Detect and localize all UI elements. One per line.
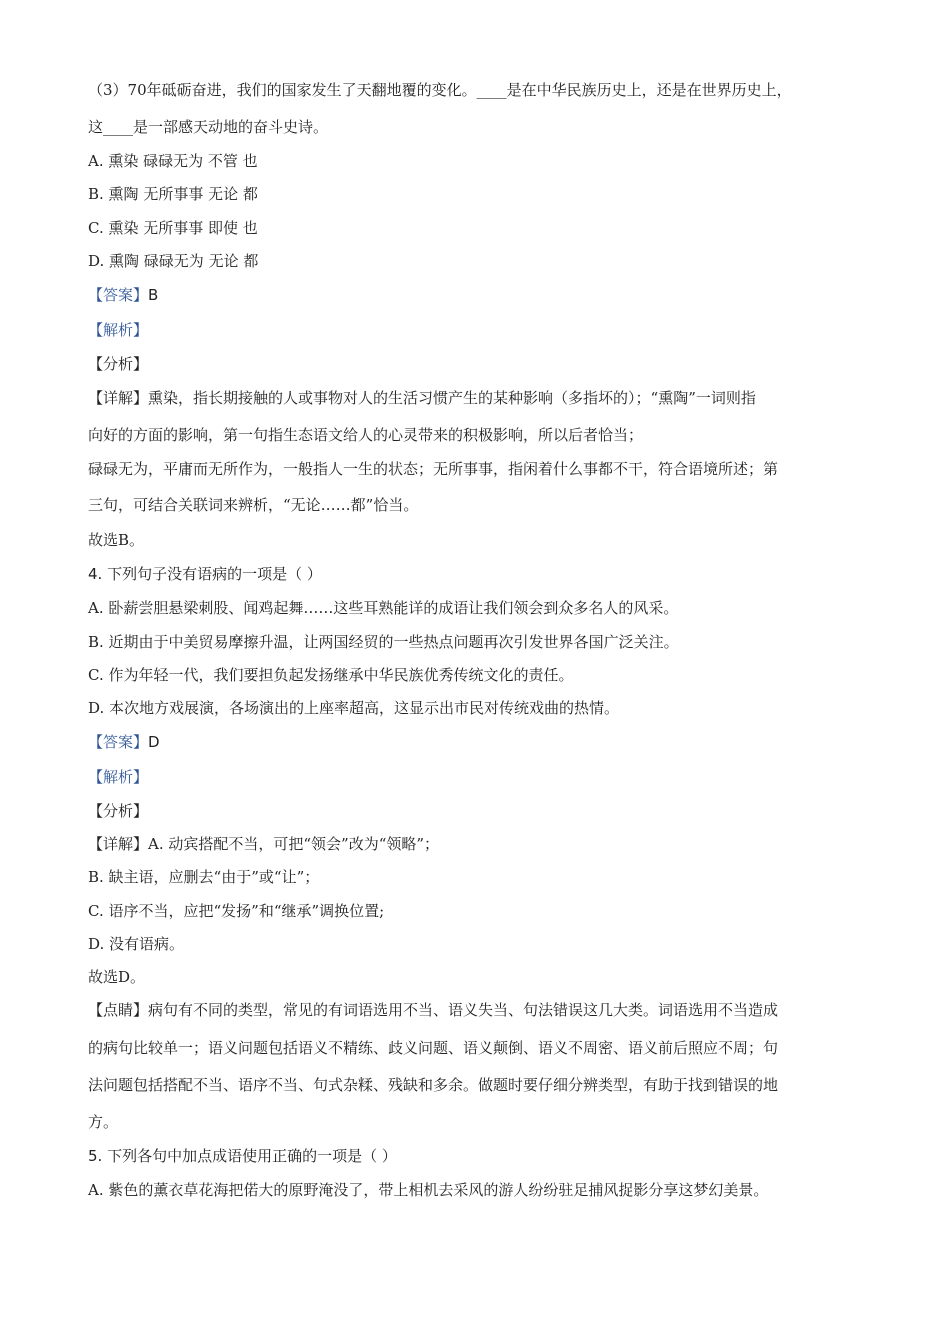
q3-detail-line2: 向好的方面的影响，第一句指生态语文给人的心灵带来的积极影响，所以后者恰当； <box>88 426 644 444</box>
q4-dianjing-line3: 法问题包括搭配不当、语序不当、句式杂糅、残缺和多余。做题时要仔细分辨类型，有助于找到错误的地 <box>88 1076 779 1094</box>
q3-analysis-tag: 【解析】 <box>88 321 149 339</box>
detail-text: A. 动宾搭配不当，可把“领会”改为“领略”； <box>148 835 440 853</box>
q3-stem-line2: 这____是一部感天动地的奋斗史诗。 <box>88 118 329 136</box>
q4-dianjing-line1 <box>88 1000 778 1020</box>
answer-value: D <box>148 733 160 751</box>
q4-detail-line4: D. 没有语病。 <box>88 935 185 953</box>
answer-tag: 【答案】 <box>88 286 149 304</box>
q3-detail-line3: 碌碌无为，平庸而无所作为，一般指人一生的状态；无所事事，指闲着什么事都不干，符合语境所述；第 <box>88 460 779 478</box>
q4-option-c: C. 作为年轻一代，我们要担负起发扬继承中华民族优秀传统文化的责任。 <box>88 666 574 684</box>
detail-tag: 【详解】 <box>88 835 149 853</box>
detail-tag: 【详解】 <box>88 389 149 407</box>
answer-value: B <box>148 286 159 304</box>
q4-detail-line1 <box>88 834 439 854</box>
q4-option-d: D. 本次地方戏展演，各场演出的上座率超高，这显示出市民对传统戏曲的热情。 <box>88 699 620 717</box>
q3-answer <box>88 285 158 305</box>
q3-option-b: B. 熏陶 无所事事 无论 都 <box>88 185 258 203</box>
q3-stem-line1: （3）70年砥砺奋进，我们的国家发生了天翻地覆的变化。____是在中华民族历史上，还是在世界历史上， <box>88 81 792 99</box>
q3-detail-line1 <box>88 388 756 408</box>
q4-analysis-tag: 【解析】 <box>88 768 149 786</box>
q4-dianjing-line2: 的病句比较单一；语义问题包括语义不精练、歧义问题、语义颠倒、语义不周密、语义前后照应不周；句 <box>88 1039 779 1057</box>
q3-fenxi-tag: 【分析】 <box>88 355 149 373</box>
q3-conclusion: 故选B。 <box>88 531 145 549</box>
q3-option-c: C. 熏染 无所事事 即使 也 <box>88 219 258 237</box>
q5-title: 5. 下列各句中加点成语使用正确的一项是（ ） <box>88 1147 397 1165</box>
q5-option-a: A. 紫色的薰衣草花海把偌大的原野淹没了，带上相机去采风的游人纷纷驻足捕风捉影分享这梦幻美景。 <box>88 1181 769 1199</box>
q4-fenxi-tag: 【分析】 <box>88 802 149 820</box>
answer-tag: 【答案】 <box>88 733 149 751</box>
q4-conclusion: 故选D。 <box>88 968 146 986</box>
q4-detail-line3: C. 语序不当，应把“发扬”和“继承”调换位置; <box>88 902 385 920</box>
q4-title: 4. 下列句子没有语病的一项是（ ） <box>88 565 322 583</box>
q3-option-a: A. 熏染 碌碌无为 不管 也 <box>88 152 258 170</box>
q3-detail-line4: 三句，可结合关联词来辨析，“无论……都”恰当。 <box>88 496 419 514</box>
dianjing-tag: 【点睛】 <box>88 1001 149 1019</box>
q3-option-d: D. 熏陶 碌碌无为 无论 都 <box>88 252 259 270</box>
q4-detail-line2: B. 缺主语，应删去“由于”或“让”； <box>88 868 320 886</box>
dianjing-text: 病句有不同的类型，常见的有词语选用不当、语义失当、句法错误这几大类。词语选用不当造成 <box>148 1001 779 1019</box>
detail-text: 熏染，指长期接触的人或事物对人的生活习惯产生的某种影响（多指坏的）；“熏陶”一词则指 <box>148 389 756 407</box>
q4-dianjing-line4: 方。 <box>88 1113 119 1131</box>
q4-option-a: A. 卧薪尝胆悬梁刺股、闻鸡起舞……这些耳熟能详的成语让我们领会到众多名人的风采。 <box>88 599 679 617</box>
q4-option-b: B. 近期由于中美贸易摩擦升温，让两国经贸的一些热点问题再次引发世界各国广泛关注。 <box>88 633 679 651</box>
q4-answer <box>88 732 160 752</box>
